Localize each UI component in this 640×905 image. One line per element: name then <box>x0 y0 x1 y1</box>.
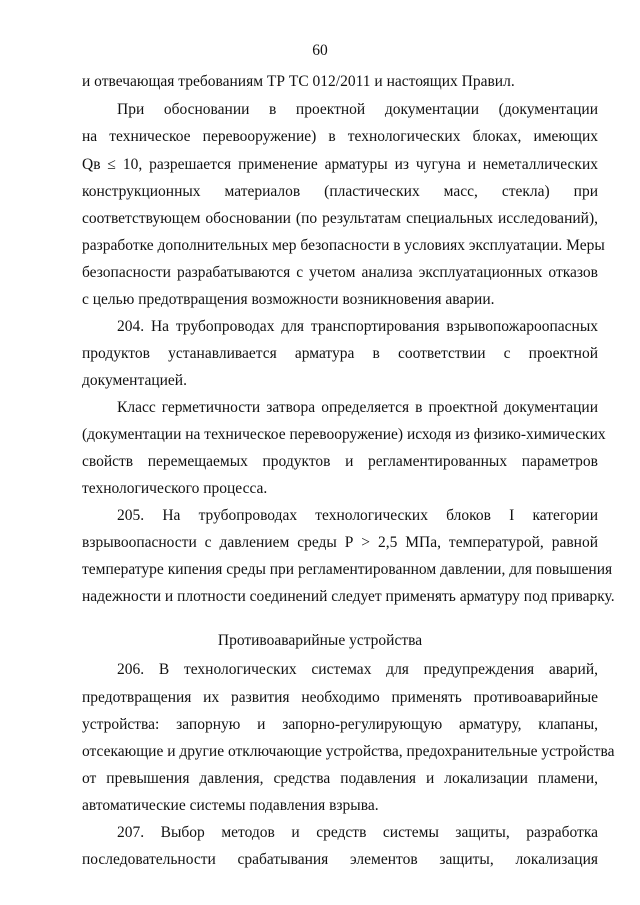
text-line: соответствующем обосновании (по результатам специальных исследований), <box>82 210 598 227</box>
text-line: надежности и плотности соединений следует применять арматуру под приварку. <box>82 588 615 605</box>
paragraph-first-line: 205. На трубопроводах технологических блоков I категории <box>117 507 598 524</box>
text-line: последовательности срабатывания элементов защиты, локализация <box>82 851 598 868</box>
text-line: продуктов устанавливается арматура в соответствии с проектной <box>82 345 598 362</box>
page-number: 60 <box>312 42 328 59</box>
text-line: конструкционных материалов (пластических масс, стекла) при <box>82 183 598 200</box>
text-line: автоматические системы подавления взрыва. <box>82 797 379 814</box>
paragraph-first-line: 204. На трубопроводах для транспортирования взрывопожароопасных <box>117 318 598 335</box>
text-line: Qв ≤ 10, разрешается применение арматуры из чугуна и неметаллических <box>82 156 598 173</box>
text-line: предотвращения их развития необходимо применять противоаварийные <box>82 689 598 706</box>
paragraph-first-line: 207. Выбор методов и средств системы защиты, разработка <box>117 824 598 841</box>
text-line: свойств перемещаемых продуктов и регламентированных параметров <box>82 453 598 470</box>
text-line: документацией. <box>82 372 187 389</box>
section-heading: Противоаварийные устройства <box>217 632 423 649</box>
text-line: от превышения давления, средства подавления и локализации пламени, <box>82 770 598 787</box>
text-line: температуре кипения среды при регламентированном давлении, для повышения <box>82 561 613 578</box>
text-line: технологического процесса. <box>82 480 268 497</box>
text-line: отсекающие и другие отключающие устройства, предохранительные устройства <box>82 743 615 760</box>
text-line: на техническое перевооружение) в технологических блоках, имеющих <box>82 128 598 145</box>
text-line: (документации на техническое перевооружение) исходя из физико-химических <box>82 426 606 443</box>
text-line: с целью предотвращения возможности возникновения аварии. <box>82 291 495 308</box>
paragraph-first-line: 206. В технологических системах для предупреждения аварий, <box>117 661 598 678</box>
text-line: разработке дополнительных мер безопасности в условиях эксплуатации. Меры <box>82 237 605 254</box>
paragraph-first-line: Класс герметичности затвора определяется в проектной документации <box>117 399 598 416</box>
text-line: устройства: запорную и запорно-регулирующую арматуру, клапаны, <box>82 716 598 733</box>
text-line: и отвечающая требованиям ТР ТС 012/2011 и настоящих Правил. <box>82 73 515 90</box>
text-line: безопасности разрабатываются с учетом анализа эксплуатационных отказов <box>82 264 598 281</box>
text-line: взрывоопасности с давлением среды Р > 2,5 МПа, температурой, равной <box>82 534 598 551</box>
paragraph-first-line: При обосновании в проектной документации (документации <box>117 101 598 118</box>
